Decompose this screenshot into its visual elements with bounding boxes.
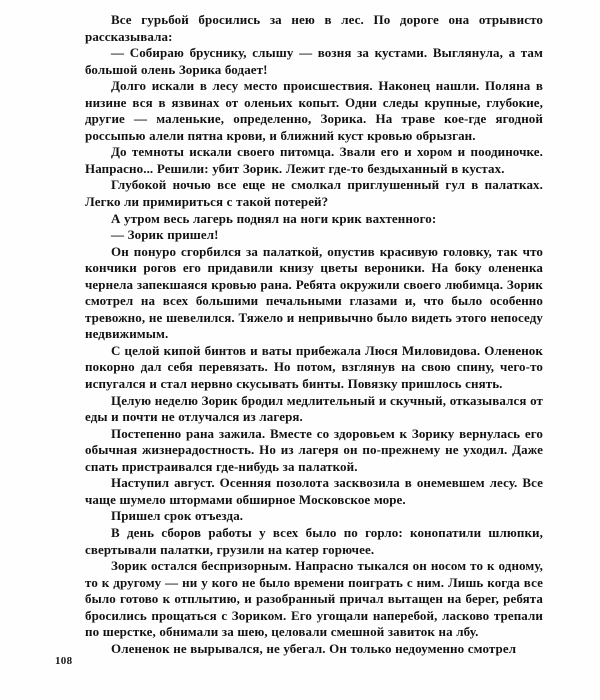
page-text-block — [85, 12, 543, 657]
paragraph: До темноты искали своего питомца. Звали его и хором и поодиночке. Напрасно... Решили: убит Зорик. Лежит где-то бездыханный в кустах. — [85, 144, 543, 176]
paragraph: Олененок не вырывался, не убегал. Он только недоуменно смотрел — [111, 640, 517, 656]
paragraph: — Зорик пришел! — [111, 227, 219, 243]
paragraph: С целой кипой бинтов и ваты прибежала Люся Миловидова. Олененок покорно дал себя перевязать. Но потом, взглянув на свою спину, чего-то испугался и стал нервно скусывать бинты. Повязку пришлось снять. — [85, 342, 543, 392]
paragraph: Глубокой ночью все еще не смолкал приглушенный гул в палатках. Легко ли примириться с такой потерей? — [85, 177, 543, 210]
paragraph: Он понуро сгорбился за палаткой, опустив красивую головку, так что кончики рогов его придавили книзу цветы вероники. На боку олененка чернела запекшаяся кровью рана. Ребята окружили своего любимца. Зорик смотрел на всех большими печальными глазами и, что было особенно тревожно, не шевелился. Тяжело и непривычно было видеть этого непоседу недвижимым. — [85, 243, 543, 342]
paragraph: Пришел срок отъезда. — [111, 508, 244, 524]
paragraph: Все гурьбой бросились за нею в лес. По дороге она отрывисто рассказывала: — [85, 12, 543, 44]
paragraph: — Собираю бруснику, слышу — возня за кустами. Выглянула, а там большой олень Зорика бодает! — [85, 45, 543, 77]
paragraph: Постепенно рана зажила. Вместе со здоровьем к Зорику вернулась его обычная жизнерадостность. Но из лагеря он по-прежнему не уходил. Даже спать пристраивался где-нибудь за палаткой. — [85, 425, 543, 474]
paragraph: Целую неделю Зорик бродил медлительный и скучный, отказывался от еды и почти не отлучался из лагеря. — [85, 392, 543, 425]
page-number: 108 — [55, 655, 73, 667]
paragraph: В день сборов работы у всех было по горло: конопатили шлюпки, свертывали палатки, грузили на катер горючее. — [85, 524, 543, 557]
paragraph: А утром весь лагерь поднял на ноги крик вахтенного: — [111, 210, 437, 226]
paragraph: Зорик остался беспризорным. Напрасно тыкался он носом то к одному, то к другому — ни у кого не было времени поиграть с ним. Лишь когда все было готово к отплытию, и разобранный причал вытащен на берег, ребята бросились прощаться с Зориком. Его угощали наперебой, ласково трепали по шерстке, обнимали за шею, целовали смешной завиток на лбу. — [85, 558, 543, 640]
paragraph: Наступил август. Осенняя позолота засквозила в онемевшем лесу. Все чаще шумело штормами обширное Московское море. — [85, 475, 543, 507]
paragraph: Долго искали в лесу место происшествия. Наконец нашли. Поляна в низине вся в язвинах от оленьих копыт. Одни следы крупные, глубокие, другие — маленькие, определенно, Зорика. На траве кое-где ягодной россыпью алели пятна крови, и ближний куст кровью обрызган. — [85, 78, 543, 143]
